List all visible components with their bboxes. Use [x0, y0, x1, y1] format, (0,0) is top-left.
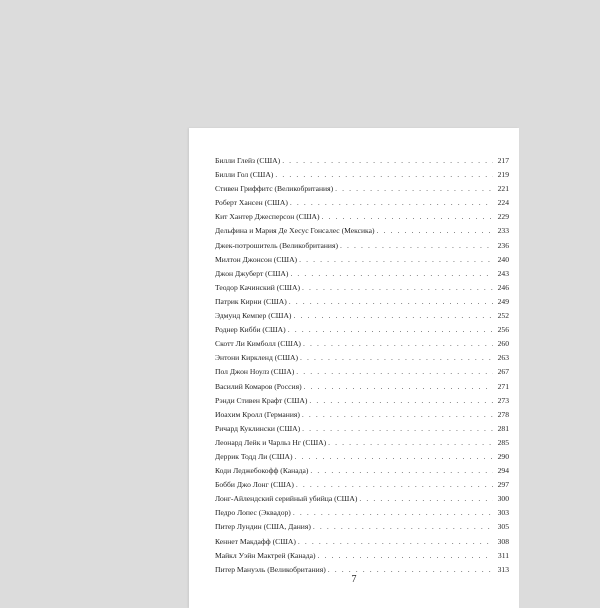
toc-entry-page: 263 — [497, 353, 509, 363]
toc-dot-leader — [299, 255, 493, 264]
toc-entry — [215, 297, 509, 311]
toc-entry — [215, 156, 509, 170]
toc-dot-leader — [310, 466, 493, 475]
toc-entry-page: 233 — [497, 226, 509, 236]
toc-dot-leader — [359, 494, 493, 503]
toc-entry-title: Стивен Гриффитс (Великобритания) — [215, 184, 334, 194]
toc-entry-page: 285 — [497, 437, 509, 447]
toc-entry — [215, 410, 509, 424]
toc-entry-title: Роберт Хансен (США) — [215, 198, 288, 208]
toc-entry — [215, 438, 509, 452]
toc-entry-page: 300 — [497, 494, 509, 504]
toc-entry — [215, 522, 509, 536]
page-number: 7 — [351, 574, 357, 585]
toc-entry-title: Питер Мануэль (Великобритания) — [215, 564, 326, 574]
toc-entry — [215, 170, 509, 184]
toc-dot-leader — [313, 522, 493, 531]
toc-entry-page: 221 — [497, 184, 509, 194]
toc-entry-title: Коди Леджебокофф (Канада) — [215, 466, 309, 476]
toc-dot-leader — [298, 537, 493, 546]
toc-entry-title: Джек-потрошитель (Великобритания) — [215, 240, 339, 250]
toc-dot-leader — [290, 269, 493, 278]
toc-entry-page: 294 — [497, 466, 509, 476]
toc-entry-page: 271 — [497, 381, 509, 391]
toc-entry-page: 290 — [497, 451, 509, 461]
toc-entry-page: 273 — [497, 395, 509, 405]
toc-entry — [215, 551, 509, 565]
toc-dot-leader — [293, 508, 493, 517]
toc-entry — [215, 537, 509, 551]
toc-entry-title: Кеннет Макдафф (США) — [215, 536, 296, 546]
toc-entry — [215, 382, 509, 396]
toc-entry-page: 249 — [497, 296, 509, 306]
toc-dot-leader — [288, 325, 493, 334]
toc-dot-leader — [300, 353, 493, 362]
toc-entry-page: 267 — [497, 367, 509, 377]
toc-entry-page: 217 — [497, 156, 509, 165]
toc-entry-title: Скотт Ли Кимболл (США) — [215, 339, 301, 349]
toc-entry-page: 297 — [497, 480, 509, 490]
toc-entry-page: 229 — [497, 212, 509, 222]
toc-entry-title: Питер Лундин (США, Дания) — [215, 522, 311, 532]
toc-entry — [215, 480, 509, 494]
toc-entry-page: 236 — [497, 240, 509, 250]
toc-entry-title: Патрик Кирни (США) — [215, 296, 287, 306]
toc-dot-leader — [328, 438, 493, 447]
toc-entry — [215, 212, 509, 226]
toc-entry-page: 243 — [497, 268, 509, 278]
toc-entry — [215, 353, 509, 367]
toc-entry-title: Деррик Тодд Ли (США) — [215, 451, 293, 461]
toc-entry-title: Иоахим Кролл (Германия) — [215, 409, 300, 419]
book-page — [189, 128, 519, 608]
toc-entry-page: 278 — [497, 409, 509, 419]
toc-entry-page: 305 — [497, 522, 509, 532]
table-of-contents — [215, 156, 509, 579]
toc-dot-leader — [302, 410, 493, 419]
toc-entry — [215, 241, 509, 255]
toc-entry-title: Теодор Качинский (США) — [215, 282, 300, 292]
toc-entry — [215, 255, 509, 269]
toc-dot-leader — [282, 156, 493, 165]
toc-entry-title: Энтони Киркленд (США) — [215, 353, 298, 363]
toc-dot-leader — [296, 480, 493, 489]
toc-entry — [215, 283, 509, 297]
toc-entry — [215, 494, 509, 508]
toc-dot-leader — [304, 382, 493, 391]
toc-entry-title: Роднер Кибби (США) — [215, 325, 286, 335]
toc-entry-page: 252 — [497, 311, 509, 321]
toc-entry-title: Дельфина и Мария Де Хесус Гонсалес (Мексика) — [215, 226, 375, 236]
toc-entry — [215, 184, 509, 198]
toc-entry — [215, 325, 509, 339]
toc-entry-title: Бобби Джо Лонг (США) — [215, 480, 294, 490]
toc-dot-leader — [377, 226, 493, 235]
toc-dot-leader — [302, 424, 493, 433]
toc-dot-leader — [309, 396, 493, 405]
toc-entry — [215, 339, 509, 353]
toc-entry-title: Леонард Лейк и Чарльз Нг (США) — [215, 437, 327, 447]
toc-dot-leader — [289, 297, 493, 306]
toc-entry-page: 281 — [497, 423, 509, 433]
toc-entry-title: Рэнди Стивен Крафт (США) — [215, 395, 308, 405]
toc-entry — [215, 452, 509, 466]
toc-entry — [215, 269, 509, 283]
toc-dot-leader — [290, 198, 493, 207]
toc-entry — [215, 396, 509, 410]
toc-dot-leader — [302, 283, 493, 292]
toc-entry — [215, 198, 509, 212]
toc-entry-page: 224 — [497, 198, 509, 208]
toc-entry-title: Майкл Уэйн Мактрей (Канада) — [215, 550, 316, 560]
toc-dot-leader — [340, 241, 493, 250]
toc-entry-page: 256 — [497, 325, 509, 335]
toc-dot-leader — [318, 551, 493, 560]
toc-entry-title: Эдмунд Кемпер (США) — [215, 311, 292, 321]
toc-dot-leader — [293, 311, 493, 320]
toc-entry-page: 313 — [497, 564, 509, 574]
toc-entry-title: Джон Джуберт (США) — [215, 268, 289, 278]
toc-entry-title: Педро Лопес (Эквадор) — [215, 508, 291, 518]
toc-dot-leader — [275, 170, 493, 179]
toc-dot-leader — [335, 184, 493, 193]
toc-entry-page: 240 — [497, 254, 509, 264]
toc-entry-title: Билли Гол (США) — [215, 170, 274, 180]
toc-entry-title: Ричард Куклински (США) — [215, 423, 301, 433]
toc-entry-page: 308 — [497, 536, 509, 546]
toc-entry-page: 303 — [497, 508, 509, 518]
toc-entry-page: 260 — [497, 339, 509, 349]
toc-dot-leader — [322, 212, 493, 221]
toc-entry-title: Василий Комаров (Россия) — [215, 381, 302, 391]
toc-dot-leader — [296, 367, 493, 376]
toc-entry-title: Билли Глейз (США) — [215, 156, 281, 165]
toc-entry — [215, 466, 509, 480]
toc-entry — [215, 226, 509, 240]
toc-entry — [215, 311, 509, 325]
toc-dot-leader — [303, 339, 493, 348]
toc-entry-page: 219 — [497, 170, 509, 180]
toc-dot-leader — [328, 565, 493, 574]
toc-entry-title: Пол Джон Ноулз (США) — [215, 367, 295, 377]
toc-dot-leader — [295, 452, 493, 461]
toc-entry-title: Милтон Джонсон (США) — [215, 254, 298, 264]
toc-entry — [215, 508, 509, 522]
toc-entry-page: 246 — [497, 282, 509, 292]
toc-entry-title: Кит Хантер Джесперсон (США) — [215, 212, 320, 222]
toc-entry — [215, 367, 509, 381]
toc-entry-page: 311 — [497, 550, 509, 560]
toc-entry-title: Лонг-Айлендский серийный убийца (США) — [215, 494, 358, 504]
toc-entry — [215, 424, 509, 438]
